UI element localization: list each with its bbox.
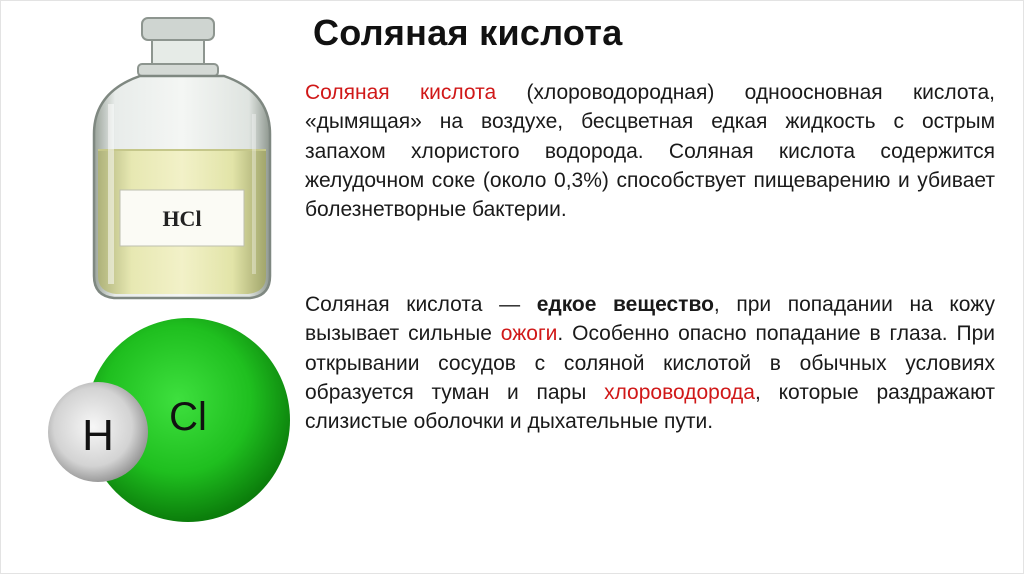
- hydrogen-label: H: [82, 411, 114, 460]
- hcl-bottle-image: [80, 14, 284, 314]
- hcl-molecule-model: [36, 318, 298, 540]
- burns-term: ожоги: [500, 322, 558, 346]
- slide-title: Соляная кислота: [313, 12, 623, 53]
- paragraph-definition: [305, 78, 995, 224]
- definition-text: (хлороводородная) одноосновная кислота, «дымящая» на воздухе, бесцветная едкая жидкость с острым запахом хлористого водорода. Соляная кислота содержится желудочном соке (около 0,3%) способствует пищеварению и убивает болезнетворные бактерии.: [305, 81, 995, 222]
- chlorine-label: Cl: [169, 395, 207, 439]
- paragraph-hazards: [305, 290, 995, 436]
- hydrogen-chloride-term: хлороводорода: [604, 380, 755, 404]
- term-hydrochloric-acid: Соляная кислота: [305, 81, 497, 104]
- bottle-label-text: HCl: [162, 206, 202, 231]
- hazard-text-1: Соляная кислота —: [305, 293, 537, 316]
- hazard-text-3: . Особенно опасно попадание в глаза. При открывании сосудов с соляной кислотой в обычных условиях образуется туман и пары: [305, 322, 995, 404]
- hazard-text-2: , при попадании на кожу вызывает сильные: [305, 293, 995, 346]
- hazard-text-4: , которые раздражают слизистые оболочки и дыхательные пути.: [305, 380, 995, 434]
- corrosive-substance-term: едкое вещество: [536, 293, 714, 316]
